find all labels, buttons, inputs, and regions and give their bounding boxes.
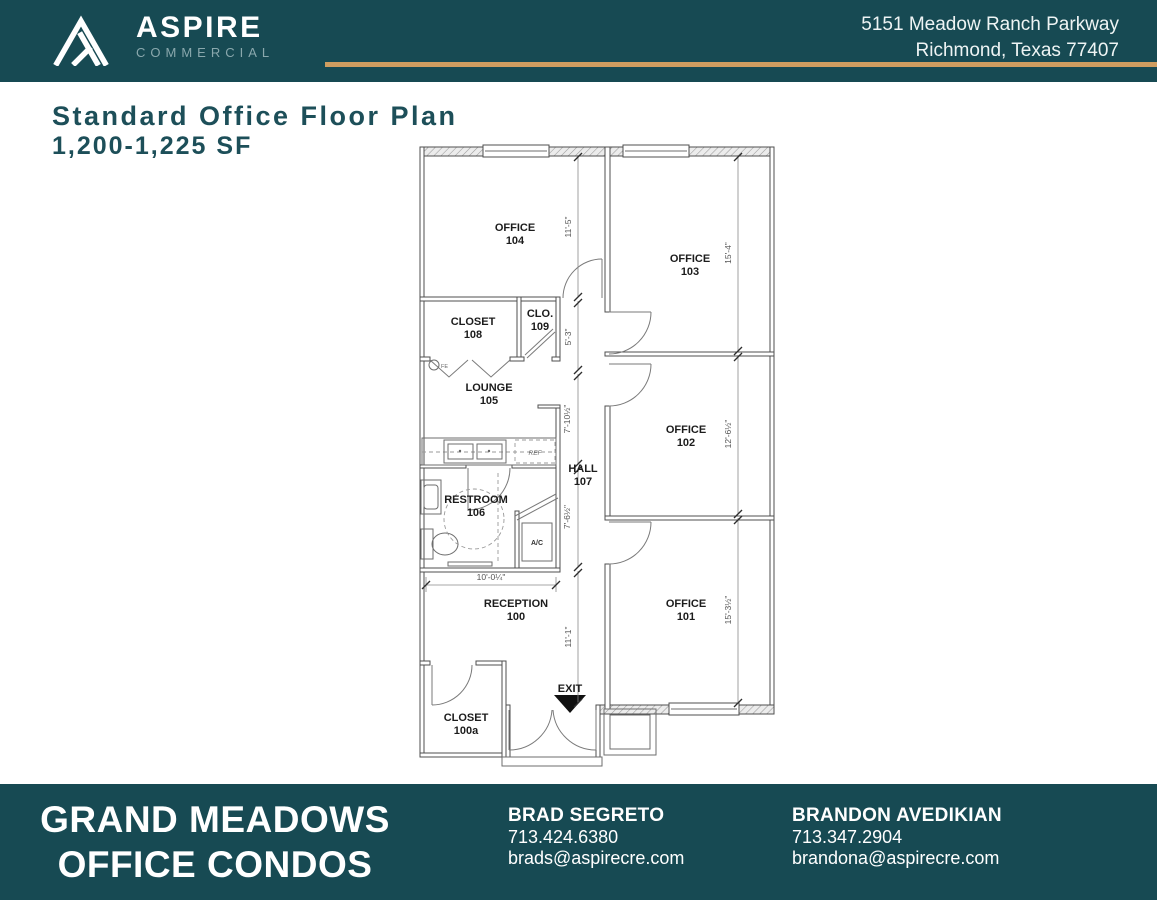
dim-office102: 12'-6½" <box>723 419 733 449</box>
room-label-reception-100-number: 100 <box>506 611 526 623</box>
room-label-office-104-number: 104 <box>505 235 525 247</box>
exit-label: EXIT <box>557 683 583 695</box>
floor-plan <box>418 143 782 775</box>
agent-email: brads@aspirecre.com <box>508 848 685 868</box>
ac-closet <box>522 523 552 561</box>
title-line-1: Standard Office Floor Plan <box>52 101 458 131</box>
room-label-office-103-number: 103 <box>680 266 700 278</box>
agent-phone: 713.424.6380 <box>508 827 619 847</box>
dim-reception-h: 11'-1" <box>563 626 573 648</box>
address-line-1: 5151 Meadow Ranch Parkway <box>861 14 1119 35</box>
dim-restroom: 7'-6½" <box>562 504 572 530</box>
dim-closet: 5'-3" <box>563 328 573 346</box>
room-label-restroom-106-name: RESTROOM <box>444 494 508 506</box>
room-label-clo-109-number: 109 <box>530 321 550 333</box>
property-name-line-1: GRAND MEADOWS <box>40 799 390 840</box>
room-label-lounge-105-name: LOUNGE <box>465 382 513 394</box>
address-line-2: Richmond, Texas 77407 <box>915 40 1119 61</box>
room-label-hall-107-name: HALL <box>568 463 598 475</box>
dim-office104: 11'-5" <box>563 216 573 238</box>
dim-office103: 15'-4" <box>723 242 733 264</box>
room-label-clo-109-name: CLO. <box>526 308 554 320</box>
agent-card-brandon <box>792 804 1002 869</box>
agent-phone: 713.347.2904 <box>792 827 903 847</box>
agent-name: BRANDON AVEDIKIAN <box>792 805 1002 826</box>
footer-bar <box>0 784 1157 900</box>
dim-lounge: 7'-10½" <box>562 404 572 434</box>
room-label-hall-107-number: 107 <box>573 476 593 488</box>
kitchen-counter <box>422 438 556 465</box>
room-label-reception-100-name: RECEPTION <box>483 598 549 610</box>
property-address <box>861 12 1119 64</box>
dim-reception-w: 10'-0¼" <box>476 572 506 582</box>
room-label-closet-100a-name: CLOSET <box>443 712 489 724</box>
room-label-office-102-name: OFFICE <box>665 424 707 436</box>
header-bar <box>0 0 1157 82</box>
brand-subtitle: COMMERCIAL <box>136 45 275 60</box>
room-label-closet-108-name: CLOSET <box>450 316 496 328</box>
restroom-fixtures <box>421 473 504 566</box>
room-label-office-102-number: 102 <box>676 437 696 449</box>
room-label-closet-100a-number: 100a <box>453 725 479 737</box>
room-label-office-101-name: OFFICE <box>665 598 707 610</box>
page-title <box>52 101 458 161</box>
brand-block <box>136 11 274 61</box>
title-line-2: 1,200-1,225 SF <box>52 132 253 160</box>
agent-email: brandona@aspirecre.com <box>792 848 1000 868</box>
room-label-office-103-name: OFFICE <box>669 253 711 265</box>
room-label-restroom-106-number: 106 <box>466 507 486 519</box>
fe-label: FE <box>441 364 449 370</box>
exit-arrow-icon <box>554 695 586 713</box>
fridge-label: REF <box>528 450 542 457</box>
room-label-office-104-name: OFFICE <box>494 222 536 234</box>
room-label-lounge-105-number: 105 <box>479 395 499 407</box>
property-name <box>25 797 405 887</box>
ac-label: A/C <box>530 540 544 547</box>
brand-name: ASPIRE <box>136 11 263 44</box>
room-label-office-101-number: 101 <box>676 611 696 623</box>
gold-divider <box>325 62 1157 67</box>
agent-card-brad <box>508 804 684 869</box>
room-label-closet-108-number: 108 <box>463 329 483 341</box>
aspire-logo-icon <box>52 14 118 66</box>
property-name-line-2: OFFICE CONDOS <box>57 844 373 885</box>
agent-name: BRAD SEGRETO <box>508 805 665 826</box>
dim-office101: 15'-3½" <box>723 595 733 625</box>
